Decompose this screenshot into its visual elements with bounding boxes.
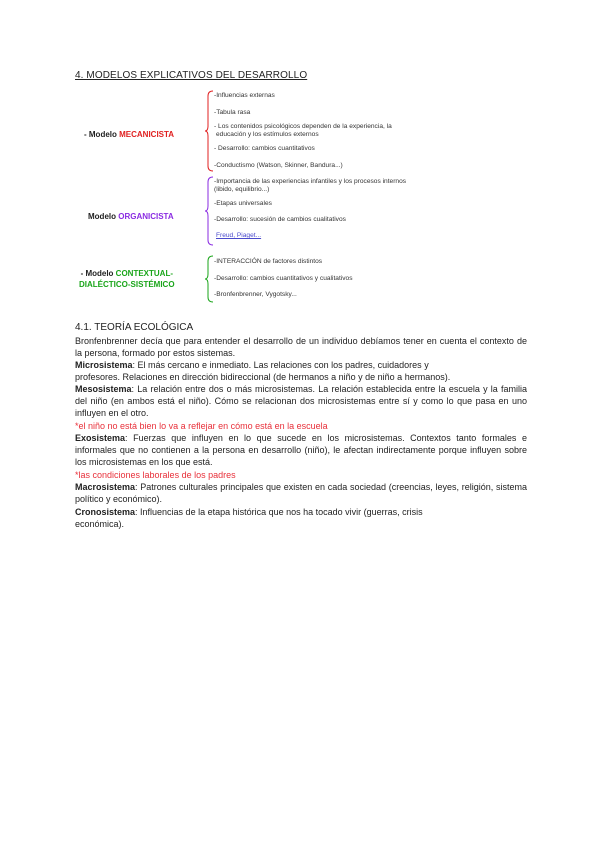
- mecanicista-item: -Influencias externas: [214, 92, 275, 99]
- model-contextual-line1: [79, 268, 175, 279]
- term-microsistema: Microsistema: [75, 360, 133, 370]
- mecanicista-item: -Tabula rasa: [214, 109, 251, 116]
- microsistema-text-2: profesores. Relaciones en dirección bidireccional (de hermanos a niño y de niño a hermanos).: [75, 372, 451, 382]
- organicista-item: (libido, equilibrio...): [214, 186, 270, 193]
- model-prefix: - Modelo: [84, 130, 120, 139]
- mesosistema-paragraph: [75, 383, 527, 419]
- exosistema-paragraph: [75, 432, 527, 468]
- organicista-authors-link[interactable]: Freud, Piaget...: [216, 232, 262, 239]
- term-cronosistema: Cronosistema: [75, 507, 136, 517]
- cronosistema-text: : Influencias de la etapa histórica que nos ha tocado vivir (guerras, crisis: [135, 507, 423, 517]
- exosistema-note: *las condiciones laborales de los padres: [75, 470, 236, 480]
- model-name: MECANICISTA: [119, 130, 175, 139]
- model-name: CONTEXTUAL-: [115, 269, 173, 278]
- mesosistema-text: : La relación entre dos o más microsistemas. La relación establecida entre la escuela y la familia del niño (en ambos está el niño). Cómo se relacionan dos microsistemas entre sí y como lo que pasa en uno influyen en el otro.: [75, 384, 527, 418]
- model-contextual-label: [79, 268, 175, 290]
- contextual-item: -INTERACCIÓN de factores distintos: [214, 258, 323, 265]
- section-heading: 4.1. TEORÍA ECOLÓGICA: [75, 322, 194, 333]
- mecanicista-item: - Desarrollo: cambios cuantitativos: [214, 145, 315, 152]
- mecanicista-item: - Los contenidos psicológicos dependen de la experiencia, la: [214, 123, 392, 130]
- model-organicista-label: [88, 212, 174, 221]
- organicista-item: -Desarrollo: sucesión de cambios cualitativos: [214, 216, 346, 223]
- contextual-item: -Desarrollo: cambios cuantitativos y cualitativos: [214, 275, 353, 282]
- model-prefix: - Modelo: [80, 269, 116, 278]
- model-prefix: Modelo: [88, 212, 119, 221]
- mecanicista-item: -Conductismo (Watson, Skinner, Bandura...): [214, 162, 343, 169]
- macrosistema-text: : Patrones culturales principales que existen en cada sociedad (creencias, leyes, religión, sistema político y económico).: [75, 482, 527, 504]
- term-mesosistema: Mesosistema: [75, 384, 132, 394]
- model-mecanicista-label: [84, 130, 174, 139]
- term-macrosistema: Macrosistema: [75, 482, 136, 492]
- microsistema-text: : El más cercano e inmediato. Las relaciones con los padres, cuidadores y: [132, 360, 429, 370]
- intro-paragraph: Bronfenbrenner decía que para entender el desarrollo de un individuo debíamos tener en cuenta el contexto de la persona, formado por estos sistemas.: [75, 336, 527, 358]
- cronosistema-text-2: económica).: [75, 519, 125, 529]
- macrosistema-paragraph: [75, 481, 527, 505]
- mecanicista-item: educación y los estímulos externos: [216, 131, 319, 138]
- contextual-item: -Bronfenbrenner, Vygotsky...: [214, 291, 297, 298]
- page-title: 4. MODELOS EXPLICATIVOS DEL DESARROLLO: [75, 70, 308, 81]
- microsistema-paragraph: [75, 359, 527, 383]
- organicista-item: -Importancia de las experiencias infantiles y los procesos internos: [214, 178, 407, 185]
- brace-mecanicista: [205, 90, 215, 172]
- model-name-line2: DIALÉCTICO-SISTÉMICO: [79, 280, 175, 289]
- exosistema-text: : Fuerzas que influyen en lo que sucede en los microsistemas. Contextos tanto formales e informales que no contienen a la persona en desarrollo (niño), le afectan indirectamente porque influyen sobre los microsistemas en los que está.: [75, 433, 527, 467]
- term-exosistema: Exosistema: [75, 433, 126, 443]
- organicista-item: -Etapas universales: [214, 200, 272, 207]
- model-name: ORGANICISTA: [118, 212, 174, 221]
- cronosistema-paragraph: [75, 506, 527, 530]
- mesosistema-note: *el niño no está bien lo va a reflejar en cómo está en la escuela: [75, 421, 328, 431]
